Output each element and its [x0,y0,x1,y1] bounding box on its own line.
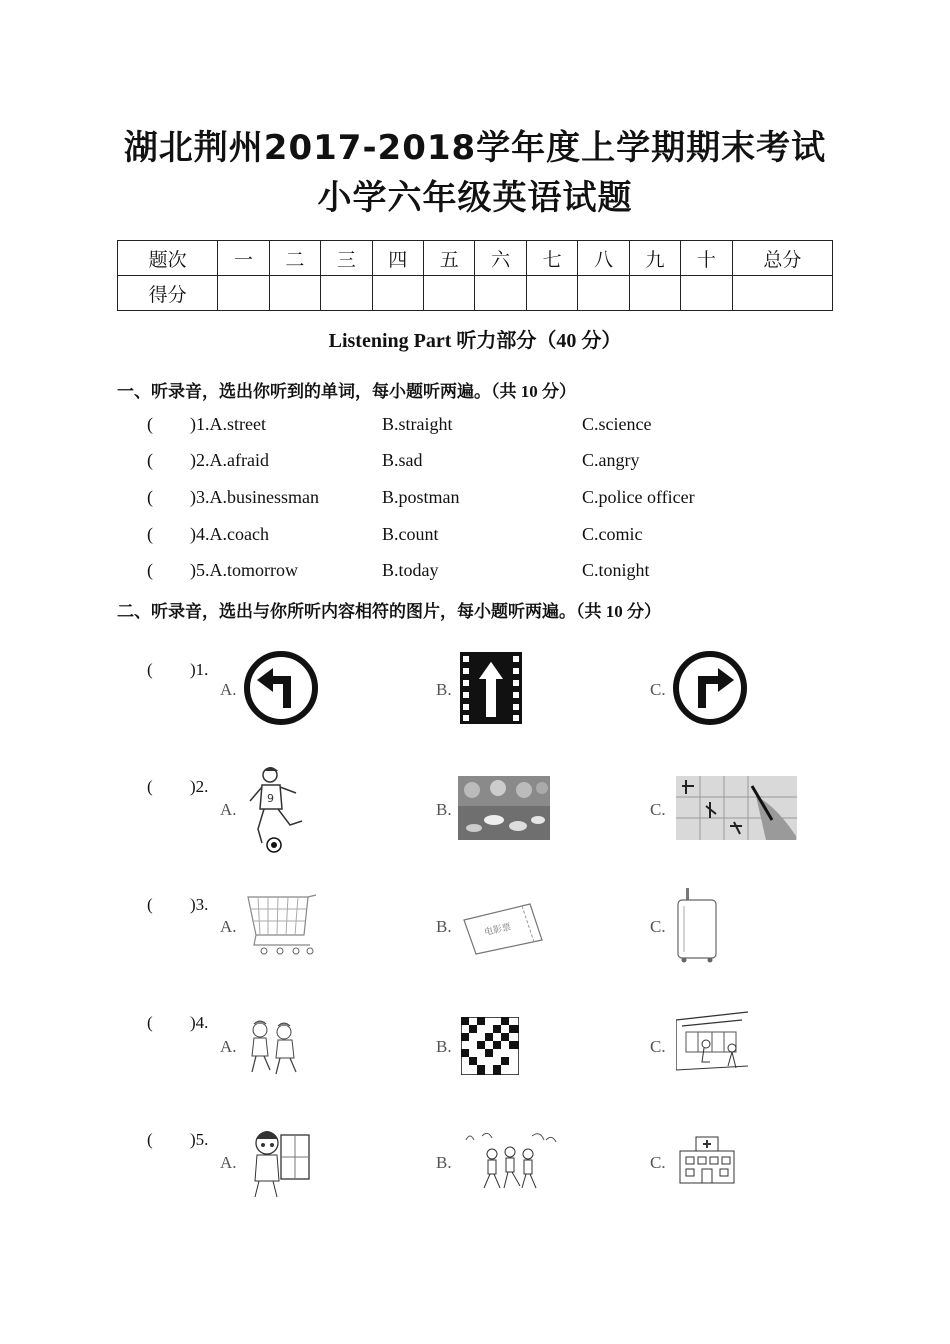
option-label-c: C. [650,1037,666,1056]
table-cell: 二 [269,241,320,276]
table-cell: 五 [424,241,475,276]
movie-ticket-icon[interactable] [460,900,550,956]
option-b: B.postman [382,487,460,507]
answer-bracket[interactable]: ( [147,450,153,470]
people-at-station-icon[interactable] [676,1010,748,1082]
hand-writing-chinese-icon[interactable] [676,776,797,840]
shopping-cart-icon[interactable] [244,893,318,957]
hospital-icon[interactable] [678,1135,736,1185]
table-cell: 四 [372,241,423,276]
list-item [0,524,950,548]
score-cell[interactable] [475,276,526,311]
score-cell[interactable] [526,276,577,311]
option-a: )3.A.businessman [190,487,319,507]
children-running-icon[interactable] [462,1130,558,1192]
option-label-a: A. [220,680,237,699]
crossword-puzzle-icon[interactable] [461,1017,519,1075]
score-cell[interactable] [629,276,680,311]
option-label-c: C. [650,680,666,699]
go-straight-sign-icon[interactable] [460,652,522,724]
score-cell[interactable] [732,276,832,311]
svg-text:电影票: 电影票 [483,922,513,939]
score-cell[interactable] [578,276,629,311]
answer-bracket[interactable]: ( [147,524,153,544]
question-number: )4. [190,1013,209,1032]
option-label-b: B. [436,800,452,819]
list-item [0,487,950,511]
option-b: B.today [382,560,439,580]
option-c: C.comic [582,524,643,544]
option-label-b: B. [436,1153,452,1172]
option-b: B.count [382,524,439,544]
answer-bracket[interactable]: ( [147,660,153,679]
option-b: B.straight [382,414,453,434]
section2-heading: 二、听录音，选出与你所听内容相符的图片，每小题听两遍。（共 10 分） [117,602,661,621]
list-item [0,414,950,438]
answer-bracket[interactable]: ( [147,1130,153,1149]
question-number: )5. [190,1130,209,1149]
score-table [117,240,833,311]
page-subtitle: 小学六年级英语试题 [317,178,633,218]
option-label-b: B. [436,917,452,936]
answer-bracket[interactable]: ( [147,1013,153,1032]
option-a: )4.A.coach [190,524,269,544]
question-number: )3. [190,895,209,914]
section1-heading: 一、听录音，选出你听到的单词，每小题听两遍。（共 10 分） [117,382,576,401]
suitcase-icon[interactable] [676,888,718,964]
option-c: C.tonight [582,560,650,580]
page-title: 湖北荆州2017-2018学年度上学期期末考试 [123,128,827,168]
boy-at-window-icon[interactable] [245,1125,311,1199]
answer-bracket[interactable]: ( [147,895,153,914]
option-c: C.science [582,414,652,434]
option-c: C.angry [582,450,640,470]
answer-bracket[interactable]: ( [147,487,153,507]
option-label-b: B. [436,680,452,699]
list-item [0,560,950,584]
answer-bracket[interactable]: ( [147,560,153,580]
option-b: B.sad [382,450,423,470]
score-cell[interactable] [218,276,269,311]
option-c: C.police officer [582,487,695,507]
children-playing-icon[interactable] [244,1018,302,1076]
score-cell[interactable] [681,276,732,311]
table-cell: 九 [629,241,680,276]
score-cell[interactable] [321,276,372,311]
option-label-a: A. [220,1153,237,1172]
score-cell[interactable] [269,276,320,311]
question-number: )2. [190,777,209,796]
turn-left-sign-icon[interactable] [243,650,319,726]
table-cell: 八 [578,241,629,276]
option-a: )2.A.afraid [190,450,269,470]
table-cell: 三 [321,241,372,276]
option-label-a: A. [220,917,237,936]
answer-bracket[interactable]: ( [147,777,153,796]
score-table-header-row [118,241,833,276]
option-label-c: C. [650,1153,666,1172]
table-cell: 七 [526,241,577,276]
option-a: )5.A.tomorrow [190,560,298,580]
table-cell: 一 [218,241,269,276]
question-number: )1. [190,660,209,679]
score-table-score-row [118,276,833,311]
option-label-a: A. [220,800,237,819]
table-cell: 得分 [118,276,218,311]
part-title: Listening Part 听力部分（40 分） [328,330,622,352]
people-eating-food-icon[interactable] [458,776,550,840]
svg-text:9: 9 [267,792,274,805]
table-cell: 十 [681,241,732,276]
option-label-c: C. [650,800,666,819]
option-label-a: A. [220,1037,237,1056]
option-a: )1.A.street [190,414,266,434]
table-cell: 题次 [118,241,218,276]
list-item [0,450,950,474]
answer-bracket[interactable]: ( [147,414,153,434]
score-cell[interactable] [424,276,475,311]
option-label-b: B. [436,1037,452,1056]
option-label-c: C. [650,917,666,936]
girl-playing-football-icon[interactable] [246,765,308,855]
table-cell: 总分 [732,241,832,276]
table-cell: 六 [475,241,526,276]
turn-right-sign-icon[interactable] [672,650,748,726]
score-cell[interactable] [372,276,423,311]
